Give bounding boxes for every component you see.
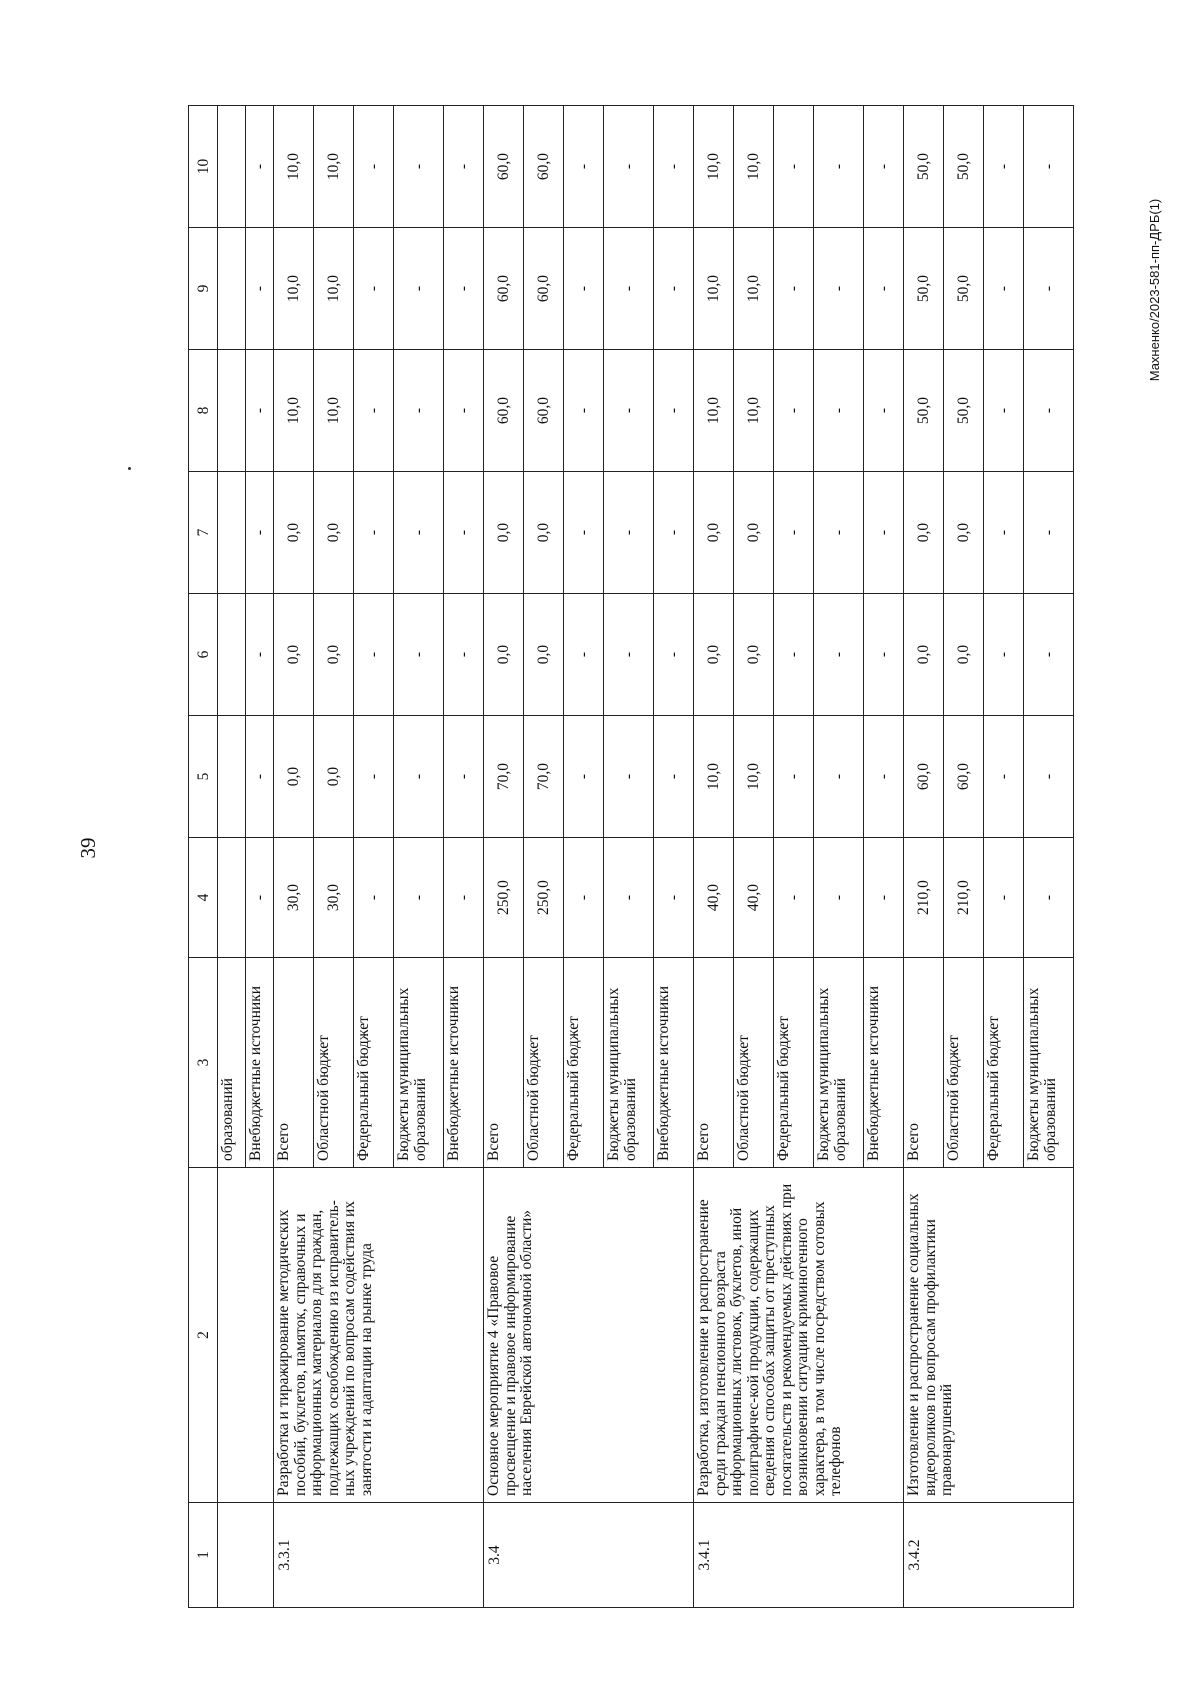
value-cell: 10,0 — [694, 716, 734, 838]
value-cell: - — [814, 106, 864, 228]
value-cell: 0,0 — [734, 472, 774, 594]
value-cell: - — [1024, 716, 1074, 838]
value-cell: 30,0 — [274, 838, 314, 958]
value-cell: 60,0 — [904, 716, 944, 838]
value-cell: - — [654, 350, 694, 472]
value-cell: - — [444, 472, 484, 594]
value-cell: - — [394, 472, 444, 594]
value-cell: 50,0 — [944, 350, 984, 472]
funding-source: Внебюджетные источники — [654, 958, 694, 1168]
value-cell: 0,0 — [524, 472, 564, 594]
activity-id: 3.4.1 — [694, 1503, 904, 1608]
value-cell: - — [354, 838, 394, 958]
value-cell: 210,0 — [944, 838, 984, 958]
funding-source: Внебюджетные источники — [864, 958, 904, 1168]
activity-description: Разработка, изготовление и распространение среди граждан пенсионного возраста информационных листовок, буклетов, иной полиграфичес-кой продукции, содержащих сведения о способах защиты от преступных посягательств и рекомендуемых действиях при возникновении ситуации криминогенного характера, в том числе посредством сотовых телефонов — [694, 1168, 904, 1503]
value-cell: - — [604, 472, 654, 594]
rotated-table-container — [188, 108, 1128, 1608]
continuation-row — [218, 106, 246, 1608]
value-cell: 0,0 — [484, 472, 524, 594]
value-cell: - — [774, 350, 814, 472]
value-cell: 0,0 — [734, 594, 774, 716]
value-cell: - — [814, 472, 864, 594]
value-cell — [218, 716, 246, 838]
value-cell: - — [564, 838, 604, 958]
value-cell: 70,0 — [484, 716, 524, 838]
value-cell: 50,0 — [904, 106, 944, 228]
value-cell: - — [1024, 594, 1074, 716]
value-cell: 10,0 — [314, 228, 354, 350]
value-cell: 60,0 — [484, 228, 524, 350]
value-cell: - — [354, 594, 394, 716]
funding-source: Всего — [904, 958, 944, 1168]
value-cell: - — [354, 350, 394, 472]
value-cell: 60,0 — [944, 716, 984, 838]
value-cell: - — [246, 594, 274, 716]
value-cell: - — [864, 228, 904, 350]
column-header-2: 2 — [189, 1168, 218, 1503]
funding-source: образований — [218, 958, 246, 1168]
value-cell: - — [864, 350, 904, 472]
value-cell: 50,0 — [944, 106, 984, 228]
value-cell: 10,0 — [274, 350, 314, 472]
value-cell: - — [774, 106, 814, 228]
value-cell: 40,0 — [734, 838, 774, 958]
value-cell: 50,0 — [904, 350, 944, 472]
value-cell: 10,0 — [274, 106, 314, 228]
funding-source: Областной бюджет — [524, 958, 564, 1168]
funding-source: Бюджеты муниципальных образований — [1024, 958, 1074, 1168]
column-header-6: 6 — [189, 594, 218, 716]
value-cell: - — [394, 228, 444, 350]
value-cell: - — [774, 716, 814, 838]
value-cell — [218, 472, 246, 594]
value-cell: - — [984, 594, 1024, 716]
value-cell: 10,0 — [734, 716, 774, 838]
table-row — [274, 106, 314, 1608]
funding-source: Всего — [694, 958, 734, 1168]
value-cell: 30,0 — [314, 838, 354, 958]
value-cell: - — [604, 594, 654, 716]
table-row — [904, 106, 944, 1608]
value-cell: - — [864, 106, 904, 228]
value-cell: - — [354, 228, 394, 350]
value-cell — [218, 106, 246, 228]
column-header-7: 7 — [189, 472, 218, 594]
value-cell: - — [654, 716, 694, 838]
value-cell: 50,0 — [944, 228, 984, 350]
value-cell: 0,0 — [524, 594, 564, 716]
value-cell: - — [354, 106, 394, 228]
value-cell: - — [246, 350, 274, 472]
value-cell: - — [394, 716, 444, 838]
funding-source: Всего — [484, 958, 524, 1168]
table-row — [484, 106, 524, 1608]
value-cell: - — [654, 838, 694, 958]
value-cell: - — [354, 472, 394, 594]
table-body — [218, 106, 1074, 1608]
row-description-cell — [218, 1168, 274, 1503]
funding-source: Бюджеты муниципальных образований — [604, 958, 654, 1168]
funding-source: Федеральный бюджет — [774, 958, 814, 1168]
value-cell: 10,0 — [694, 228, 734, 350]
value-cell: - — [444, 228, 484, 350]
value-cell: - — [984, 228, 1024, 350]
funding-source: Всего — [274, 958, 314, 1168]
funding-source: Федеральный бюджет — [984, 958, 1024, 1168]
value-cell: 60,0 — [484, 106, 524, 228]
funding-source: Бюджеты муниципальных образований — [814, 958, 864, 1168]
value-cell: - — [394, 350, 444, 472]
value-cell: - — [984, 106, 1024, 228]
value-cell: 0,0 — [314, 594, 354, 716]
value-cell: 0,0 — [314, 716, 354, 838]
value-cell: - — [604, 228, 654, 350]
column-header-8: 8 — [189, 350, 218, 472]
value-cell: 250,0 — [524, 838, 564, 958]
value-cell: 60,0 — [524, 228, 564, 350]
value-cell: 0,0 — [904, 472, 944, 594]
value-cell: - — [394, 594, 444, 716]
value-cell: 60,0 — [524, 350, 564, 472]
column-header-4: 4 — [189, 838, 218, 958]
value-cell: - — [444, 106, 484, 228]
value-cell: 10,0 — [274, 228, 314, 350]
activity-description: Изготовление и распространение социальных видеороликов по вопросам профилактики правонарушений — [904, 1168, 1074, 1503]
activity-id: 3.3.1 — [274, 1503, 484, 1608]
value-cell: - — [864, 594, 904, 716]
value-cell: - — [246, 716, 274, 838]
value-cell: - — [814, 594, 864, 716]
value-cell: - — [444, 350, 484, 472]
value-cell: - — [654, 472, 694, 594]
value-cell: - — [246, 228, 274, 350]
funding-source: Внебюджетные источники — [444, 958, 484, 1168]
value-cell: 0,0 — [314, 472, 354, 594]
value-cell: - — [984, 472, 1024, 594]
value-cell: 10,0 — [734, 106, 774, 228]
value-cell: - — [1024, 472, 1074, 594]
value-cell: - — [246, 106, 274, 228]
activity-description: Разработка и тиражирование методических пособий, буклетов, памяток, справочных и информационных материалов для граждан, подлежащих освобождению из исправитель-ных учреждений по вопросам содействия их занятости и адаптации на рынке труда — [274, 1168, 484, 1503]
scan-mark — [128, 467, 131, 470]
value-cell: - — [564, 228, 604, 350]
value-cell — [218, 838, 246, 958]
funding-source: Федеральный бюджет — [564, 958, 604, 1168]
value-cell: - — [604, 350, 654, 472]
value-cell: - — [1024, 350, 1074, 472]
funding-source: Областной бюджет — [314, 958, 354, 1168]
value-cell: 0,0 — [944, 594, 984, 716]
value-cell — [218, 350, 246, 472]
value-cell: - — [1024, 838, 1074, 958]
value-cell: - — [774, 594, 814, 716]
value-cell: - — [774, 838, 814, 958]
value-cell: - — [394, 106, 444, 228]
value-cell — [218, 228, 246, 350]
value-cell: - — [654, 228, 694, 350]
value-cell: - — [774, 472, 814, 594]
value-cell: 250,0 — [484, 838, 524, 958]
value-cell: - — [394, 838, 444, 958]
value-cell: 10,0 — [734, 350, 774, 472]
funding-source: Бюджеты муниципальных образований — [394, 958, 444, 1168]
column-header-3: 3 — [189, 958, 218, 1168]
value-cell: - — [774, 228, 814, 350]
value-cell: - — [246, 838, 274, 958]
document-code: Махненко/2023-581-пп-ДРБ(1) — [1147, 198, 1162, 382]
funding-source: Областной бюджет — [734, 958, 774, 1168]
column-header-5: 5 — [189, 716, 218, 838]
value-cell: - — [246, 472, 274, 594]
value-cell: - — [984, 350, 1024, 472]
value-cell: 0,0 — [944, 472, 984, 594]
column-header-1: 1 — [189, 1503, 218, 1608]
value-cell: - — [984, 838, 1024, 958]
value-cell: - — [864, 472, 904, 594]
value-cell: - — [604, 106, 654, 228]
value-cell: 50,0 — [904, 228, 944, 350]
value-cell: 0,0 — [694, 594, 734, 716]
value-cell: - — [864, 838, 904, 958]
value-cell: - — [604, 838, 654, 958]
value-cell — [218, 594, 246, 716]
value-cell: - — [1024, 228, 1074, 350]
value-cell: - — [864, 716, 904, 838]
value-cell: 40,0 — [694, 838, 734, 958]
value-cell: 10,0 — [734, 228, 774, 350]
funding-source: Федеральный бюджет — [354, 958, 394, 1168]
value-cell: - — [814, 838, 864, 958]
value-cell: - — [654, 106, 694, 228]
value-cell: 10,0 — [694, 106, 734, 228]
value-cell: - — [564, 472, 604, 594]
value-cell: - — [984, 716, 1024, 838]
value-cell: - — [814, 716, 864, 838]
value-cell: - — [654, 594, 694, 716]
value-cell: 0,0 — [484, 594, 524, 716]
value-cell: 70,0 — [524, 716, 564, 838]
value-cell: - — [564, 594, 604, 716]
value-cell: - — [1024, 106, 1074, 228]
value-cell: 0,0 — [274, 716, 314, 838]
header-row — [189, 106, 218, 1608]
activity-id: 3.4.2 — [904, 1503, 1074, 1608]
value-cell: - — [814, 228, 864, 350]
value-cell: 60,0 — [484, 350, 524, 472]
value-cell: 60,0 — [524, 106, 564, 228]
value-cell: 0,0 — [694, 472, 734, 594]
value-cell: - — [814, 350, 864, 472]
value-cell: - — [604, 716, 654, 838]
value-cell: 10,0 — [314, 106, 354, 228]
value-cell: 0,0 — [904, 594, 944, 716]
value-cell: - — [564, 106, 604, 228]
funding-source: Внебюджетные источники — [246, 958, 274, 1168]
value-cell: 10,0 — [314, 350, 354, 472]
value-cell: 10,0 — [694, 350, 734, 472]
row-id-cell — [218, 1503, 274, 1608]
value-cell: 0,0 — [274, 594, 314, 716]
value-cell: - — [444, 838, 484, 958]
activity-id: 3.4 — [484, 1503, 694, 1608]
budget-table — [188, 105, 1074, 1608]
value-cell: - — [564, 350, 604, 472]
table-header — [189, 106, 218, 1608]
page-number: 39 — [76, 837, 100, 859]
activity-description: Основное мероприятие 4 «Правовое просвещение и правовое информирование населения Еврейской автономной области» — [484, 1168, 694, 1503]
value-cell: 210,0 — [904, 838, 944, 958]
value-cell: - — [444, 594, 484, 716]
funding-source: Областной бюджет — [944, 958, 984, 1168]
value-cell: 0,0 — [274, 472, 314, 594]
value-cell: - — [354, 716, 394, 838]
column-header-9: 9 — [189, 228, 218, 350]
value-cell: - — [564, 716, 604, 838]
table-row — [694, 106, 734, 1608]
column-header-10: 10 — [189, 106, 218, 228]
value-cell: - — [444, 716, 484, 838]
